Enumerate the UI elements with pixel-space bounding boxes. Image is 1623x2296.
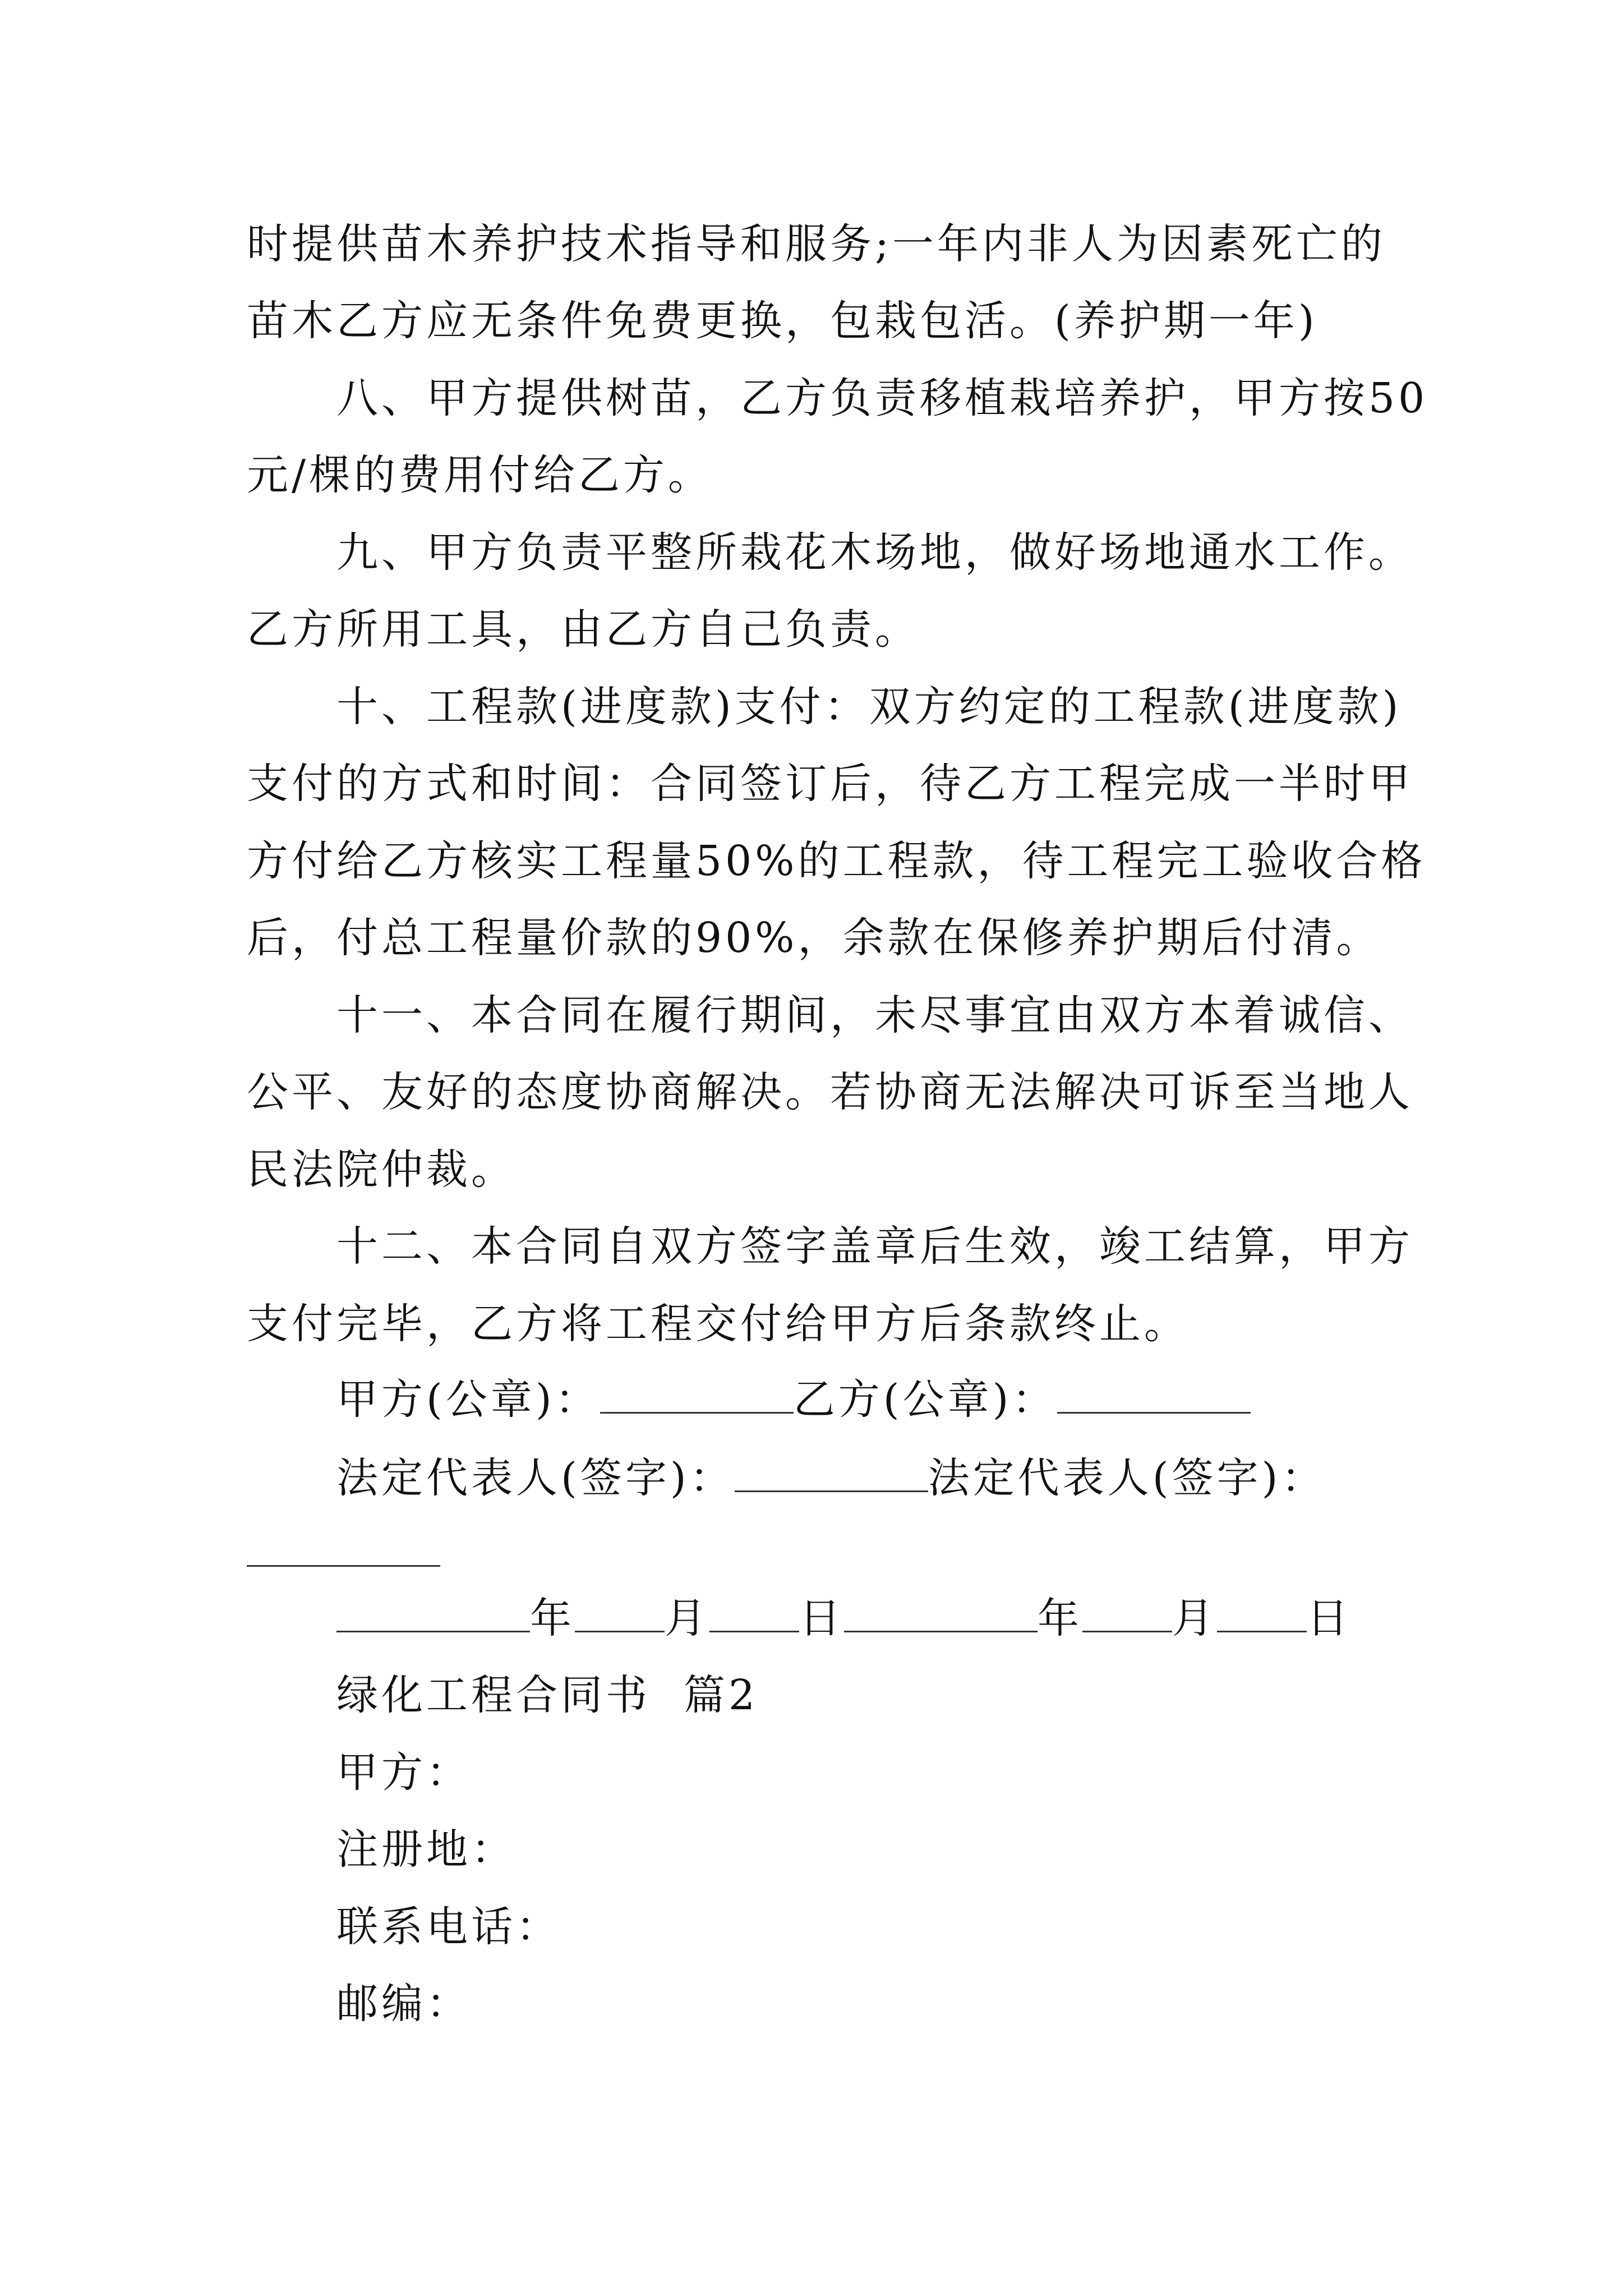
- year-label: 年: [530, 1594, 575, 1642]
- day-blank-2: [1217, 1591, 1307, 1632]
- day-label: 日: [799, 1594, 844, 1642]
- clause-11-line: 公平、友好的态度协商解决。若协商无法解决可诉至当地人: [247, 1068, 1413, 1116]
- month-blank: [575, 1591, 665, 1632]
- party-b-rep-label: 法定代表人(签字)：: [928, 1454, 1326, 1502]
- party-b-seal-blank: [1057, 1373, 1251, 1414]
- seal-row: [336, 1372, 1251, 1428]
- month-label: 月: [665, 1594, 709, 1642]
- month-blank-2: [1082, 1591, 1172, 1632]
- party-b-rep-blank: [247, 1565, 440, 1567]
- clause-11-line: 民法院仲裁。: [247, 1145, 516, 1194]
- year-label-2: 年: [1038, 1594, 1082, 1642]
- clause-12-line: 十二、本合同自双方签字盖章后生效，竣工结算，甲方: [336, 1222, 1413, 1271]
- paragraph-line: 时提供苗木养护技术指导和服务;一年内非人为因素死亡的: [247, 220, 1386, 268]
- representative-row: [336, 1450, 1326, 1506]
- clause-11-line: 十一、本合同在履行期间，未尽事宜由双方本着诚信、: [336, 991, 1413, 1039]
- clause-8-line: 元/棵的费用付给乙方。: [247, 451, 713, 499]
- year-blank: [336, 1591, 530, 1632]
- month-label-2: 月: [1172, 1594, 1217, 1642]
- clause-10-line: 十、工程款(进度款)支付：双方约定的工程款(进度款): [336, 683, 1402, 731]
- party-a-rep-blank: [735, 1451, 928, 1492]
- paragraph-line: 苗木乙方应无条件免费更换，包栽包活。(养护期一年): [247, 297, 1318, 345]
- year-blank-2: [844, 1591, 1038, 1632]
- clause-9-line: 九、甲方负责平整所栽花木场地，做好场地通水工作。: [336, 528, 1413, 577]
- clause-10-line: 方付给乙方核实工程量50%的工程款，待工程完工验收合格: [247, 837, 1426, 885]
- phone-field: 联系电话：: [336, 1903, 561, 1951]
- clause-10-line: 支付的方式和时间：合同签订后，待乙方工程完成一半时甲: [247, 760, 1413, 808]
- date-row: [336, 1590, 1352, 1646]
- section-2-title: 绿化工程合同书 篇2: [336, 1671, 759, 1719]
- registered-address-field: 注册地：: [336, 1825, 516, 1874]
- party-b-seal-label: 乙方(公章)：: [793, 1375, 1057, 1424]
- day-label-2: 日: [1307, 1594, 1352, 1642]
- party-a-rep-label: 法定代表人(签字)：: [336, 1454, 735, 1502]
- clause-8-line: 八、甲方提供树苗，乙方负责移植栽培养护，甲方按50: [336, 374, 1428, 422]
- day-blank: [709, 1591, 799, 1632]
- party-a-field: 甲方：: [336, 1749, 471, 1797]
- party-a-seal-label: 甲方(公章)：: [336, 1375, 600, 1424]
- postcode-field: 邮编：: [336, 1980, 471, 2028]
- clause-12-line: 支付完毕，乙方将工程交付给甲方后条款终止。: [247, 1300, 1189, 1348]
- party-a-seal-blank: [600, 1373, 794, 1414]
- clause-10-line: 后，付总工程量价款的90%，余款在保修养护期后付清。: [247, 914, 1381, 962]
- clause-9-line: 乙方所用工具，由乙方自己负责。: [247, 605, 920, 654]
